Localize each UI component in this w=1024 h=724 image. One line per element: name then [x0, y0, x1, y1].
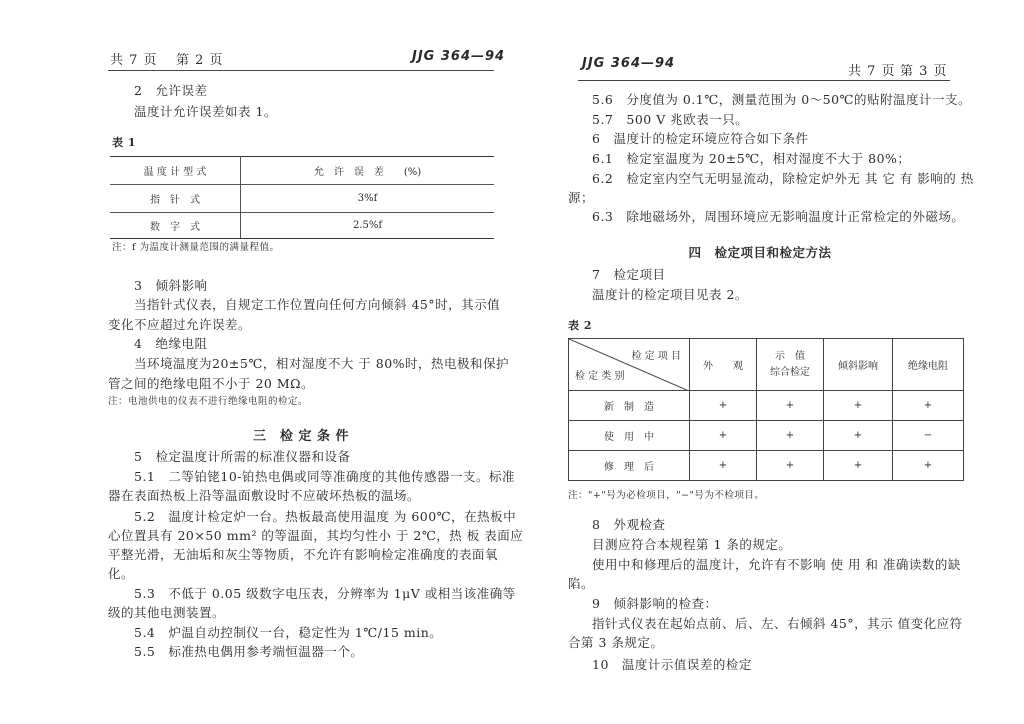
- sec6-title: 6 温度计的检定环境应符合如下条件: [592, 131, 809, 146]
- corner-top-label: 检 定 项 目: [631, 351, 681, 362]
- doc-code: JJG 364—94: [412, 49, 506, 64]
- sec9-line: 合第 3 条规定。: [568, 635, 664, 650]
- table1-header-type: 温 度 计 型 式: [110, 157, 241, 185]
- sec3-line: 变化不应超过允许误差。: [108, 317, 252, 332]
- s62-line: 源；: [568, 190, 595, 205]
- table2-mark: +: [824, 391, 893, 421]
- table2-mark: +: [824, 451, 893, 481]
- table2-label: 表 2: [568, 319, 592, 332]
- sec8-title: 8 外观检查: [592, 517, 666, 532]
- sec9-title: 9 倾斜影响的检查：: [592, 596, 718, 611]
- table2-col-header: 示 值 综合检定: [757, 339, 824, 391]
- s54: 5.4 炉温自动控制仪一台，稳定性为 1℃/15 min。: [134, 625, 443, 640]
- page-number: 第 2 页: [176, 53, 224, 68]
- doc-code: JJG 364—94: [582, 56, 676, 71]
- chapter-3-heading: 三 检 定 条 件: [252, 429, 350, 444]
- sec7-body: 温度计的检定项目见表 2。: [592, 287, 748, 302]
- chapter-4-heading: 四 检定项目和检定方法: [688, 245, 832, 260]
- s63: 6.3 除地磁场外，周围环境应无影响温度计正常检定的外磁场。: [592, 209, 965, 224]
- sec5-title: 5 检定温度计所需的标准仪器和设备: [134, 449, 351, 464]
- table2-col-header: 外 观: [690, 339, 757, 391]
- s51-line: 器在表面热板上沿等温面敷设时不应破坏热板的温场。: [108, 488, 421, 503]
- table1-cell: 2.5%f: [241, 213, 495, 239]
- corner-bottom-label: 检 定 类 别: [575, 371, 625, 382]
- table2-mark: +: [690, 391, 757, 421]
- table1-cell: 数 字 式: [110, 213, 241, 239]
- table2-category: 使 用 中: [569, 421, 690, 451]
- sec4-note: 注：电池供电的仪表不进行绝缘电阻的检定。: [108, 396, 309, 407]
- s52-line: 5.2 温度计检定炉一台。热板最高使用温度 为 600℃，在热板中: [134, 509, 517, 524]
- table2-col-header: 倾斜影响: [824, 339, 893, 391]
- right-page: [512, 0, 1024, 724]
- table2-corner: [569, 339, 690, 391]
- sec2-title: 2 允许误差: [134, 83, 208, 98]
- table2-category: 修 理 后: [569, 451, 690, 481]
- sec7-title: 7 检定项目: [592, 267, 666, 282]
- header-rule: [578, 80, 950, 81]
- table1-cell: 3%f: [241, 185, 495, 213]
- s53-line: 5.3 不低于 0.05 级数字电压表，分辨率为 1μV 或相当该准确等: [134, 586, 516, 601]
- s56: 5.6 分度值为 0.1℃，测量范围为 0～50℃的贴附温度计一支。: [592, 92, 972, 107]
- table2-mark: +: [757, 391, 824, 421]
- table2-mark: +: [893, 391, 964, 421]
- sec3-title: 3 倾斜影响: [134, 278, 208, 293]
- table2-mark: +: [893, 451, 964, 481]
- s57: 5.7 500 V 兆欧表一只。: [592, 112, 749, 127]
- table1: [110, 156, 494, 239]
- page-number: 第 3 页: [900, 64, 948, 79]
- sec9-line: 指针式仪表在起始点前、后、左、右倾斜 45°，其示 值变化应符: [592, 616, 963, 631]
- table2-mark: +: [690, 421, 757, 451]
- table1-note: 注：f 为温度计测量范围的满量程值。: [112, 242, 280, 253]
- s52-line: 平整光滑，无油垢和灰尘等物质，不允许有影响检定准确度的表面氧: [108, 547, 499, 562]
- table2-category: 新 制 造: [569, 391, 690, 421]
- table2-mark: +: [757, 421, 824, 451]
- sec8-line: 陷。: [568, 576, 595, 591]
- s51-line: 5.1 二等铂铑10-铂热电偶或同等准确度的其他传感器一支。标准: [134, 469, 516, 484]
- table2-mark: −: [893, 421, 964, 451]
- s53-line: 级的其他电测装置。: [108, 605, 226, 620]
- sec3-line: 当指针式仪表，自规定工作位置向任何方向倾斜 45°时，其示值: [134, 297, 501, 312]
- table2-mark: +: [690, 451, 757, 481]
- sec2-body: 温度计允许误差如表 1。: [134, 104, 277, 119]
- sec8-line: 目测应符合本规程第 1 条的规定。: [592, 537, 792, 552]
- table2-col-header: 绝缘电阻: [893, 339, 964, 391]
- s61: 6.1 检定室温度为 20±5℃，相对湿度不大于 80%；: [592, 151, 911, 166]
- s55: 5.5 标准热电偶用参考端恒温器一个。: [134, 644, 364, 659]
- sec4-line: 当环境温度为20±5℃，相对湿度不大 于 80%时，热电极和保护: [134, 356, 510, 371]
- header-rule: [108, 70, 494, 71]
- s52-line: 化。: [108, 566, 135, 581]
- table2-note: 注："+"号为必检项目，"−"号为不检项目。: [568, 490, 765, 501]
- table2-mark: +: [824, 421, 893, 451]
- table1-header-error: 允 许 误 差 (%): [241, 157, 495, 185]
- page-count: 共 7 页: [110, 53, 158, 68]
- sec4-line: 管之间的绝缘电阻不小于 20 MΩ。: [108, 376, 315, 391]
- sec8-line: 使用中和修理后的温度计，允许有不影响 使 用 和 准确读数的缺: [592, 557, 961, 572]
- table1-label: 表 1: [112, 136, 136, 149]
- table2: [568, 338, 964, 481]
- sec10-title: 10 温度计示值误差的检定: [592, 657, 752, 672]
- table2-mark: +: [757, 451, 824, 481]
- table1-cell: 指 针 式: [110, 185, 241, 213]
- page-count: 共 7 页: [848, 64, 896, 79]
- s62-line: 6.2 检定室内空气无明显流动，除检定炉外无 其 它 有 影响的 热: [592, 171, 974, 186]
- s52-line: 心位置具有 20×50 mm² 的等温面，其均匀性小 于 2℃，热 板 表面应: [108, 528, 524, 543]
- sec4-title: 4 绝缘电阻: [134, 336, 208, 351]
